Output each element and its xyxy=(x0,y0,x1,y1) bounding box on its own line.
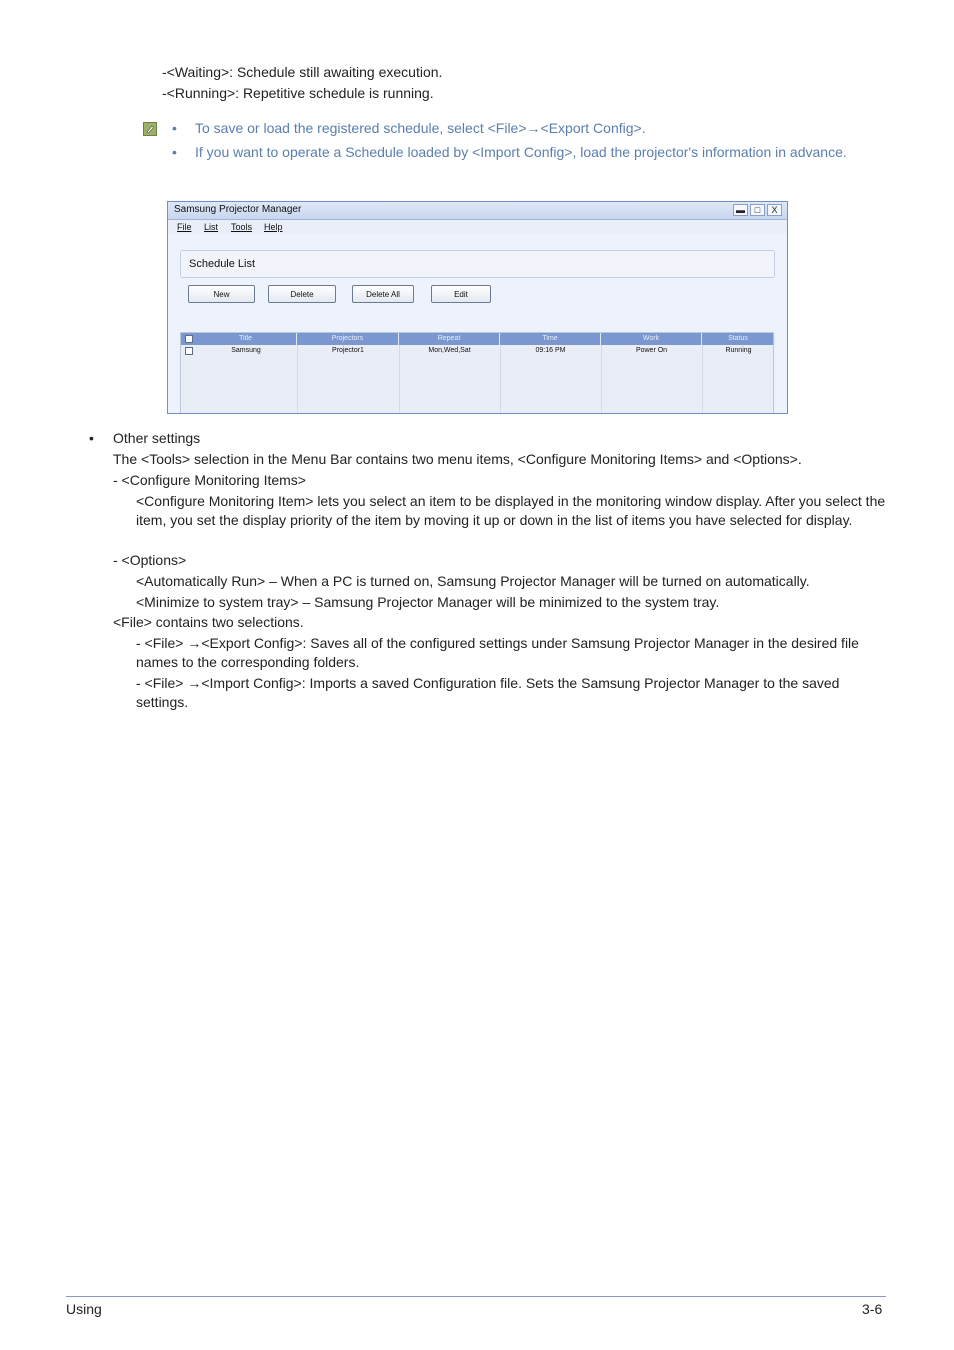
export-config-text: - <File> →<Export Config>: Saves all of the configured settings under Samsung Projector Manager in the desired file names to the corresponding folders. xyxy=(136,635,859,670)
minimize-button[interactable]: ▬ xyxy=(733,204,748,216)
cell-status: Running xyxy=(725,347,752,354)
close-button[interactable]: X xyxy=(767,204,782,216)
cell-repeat: Mon,Wed,Sat xyxy=(428,347,471,354)
schedule-list-header xyxy=(180,250,775,278)
row-checkbox[interactable] xyxy=(185,347,193,355)
table-row[interactable] xyxy=(181,345,773,357)
schedule-list-title: Schedule List xyxy=(189,258,256,270)
cell-title: Samsung xyxy=(231,347,261,354)
cell-time: 09:16 PM xyxy=(535,347,566,354)
cell-work: Power On xyxy=(635,347,668,354)
menu-file[interactable]: File xyxy=(177,222,192,232)
menu-tools[interactable]: Tools xyxy=(231,222,253,232)
tools-intro: The <Tools> selection in the Menu Bar contains two menu items, <Configure Monitoring Items> and <Options>. xyxy=(113,451,802,467)
footer-divider xyxy=(66,1296,886,1297)
edit-button[interactable]: Edit xyxy=(431,285,491,303)
status-running-text: -<Running>: Repetitive schedule is running. xyxy=(162,85,434,101)
menu-help[interactable]: Help xyxy=(264,222,283,232)
menu-bar xyxy=(168,220,787,234)
schedule-table xyxy=(180,332,774,414)
note-save-load: To save or load the registered schedule, select <File>→<Export Config>. xyxy=(195,120,646,136)
configure-monitoring-heading: - <Configure Monitoring Items> xyxy=(113,472,306,488)
table-header xyxy=(181,333,773,345)
column-projectors[interactable]: Projectors xyxy=(297,333,399,345)
other-settings-heading: Other settings xyxy=(113,430,201,446)
new-button[interactable]: New xyxy=(188,285,255,303)
footer-section: Using xyxy=(66,1301,102,1317)
note-bullet: • xyxy=(172,120,177,136)
column-status[interactable]: Status xyxy=(702,333,775,345)
automatically-run-text: <Automatically Run> – When a PC is turned on, Samsung Projector Manager will be turned on automatically. xyxy=(136,573,810,589)
note-icon xyxy=(143,122,157,136)
schedule-window xyxy=(167,201,788,414)
minimize-tray-text: <Minimize to system tray> – Samsung Projector Manager will be minimized to the system tray. xyxy=(136,594,720,610)
import-config-text: - <File> →<Import Config>: Imports a saved Configuration file. Sets the Samsung Projector Manager to the saved settings. xyxy=(136,675,840,710)
select-all-checkbox[interactable] xyxy=(185,335,193,343)
note-bullet: • xyxy=(172,144,177,160)
column-title[interactable]: Title xyxy=(195,333,297,345)
menu-list[interactable]: List xyxy=(204,222,219,232)
window-titlebar xyxy=(168,202,787,220)
status-waiting-text: -<Waiting>: Schedule still awaiting execution. xyxy=(162,64,443,80)
other-bullet: • xyxy=(89,430,94,446)
delete-button[interactable]: Delete xyxy=(268,285,336,303)
page-number: 3-6 xyxy=(862,1301,883,1317)
column-repeat[interactable]: Repeat xyxy=(399,333,500,345)
note-import-config: If you want to operate a Schedule loaded by <Import Config>, load the projector's information in advance. xyxy=(195,144,847,160)
configure-monitoring-body: <Configure Monitoring Item> lets you select an item to be displayed in the monitoring window display. After you select the item, you set the display priority of the item by moving it up or down in the list of items you have selected for display. xyxy=(136,493,886,528)
cell-projectors: Projector1 xyxy=(332,347,364,354)
window-title: Samsung Projector Manager xyxy=(174,204,302,215)
options-heading: - <Options> xyxy=(113,552,187,568)
column-work[interactable]: Work xyxy=(601,333,702,345)
column-time[interactable]: Time xyxy=(500,333,601,345)
delete-all-button[interactable]: Delete All xyxy=(352,285,414,303)
file-selections-heading: <File> contains two selections. xyxy=(113,614,304,630)
maximize-button[interactable]: □ xyxy=(750,204,765,216)
